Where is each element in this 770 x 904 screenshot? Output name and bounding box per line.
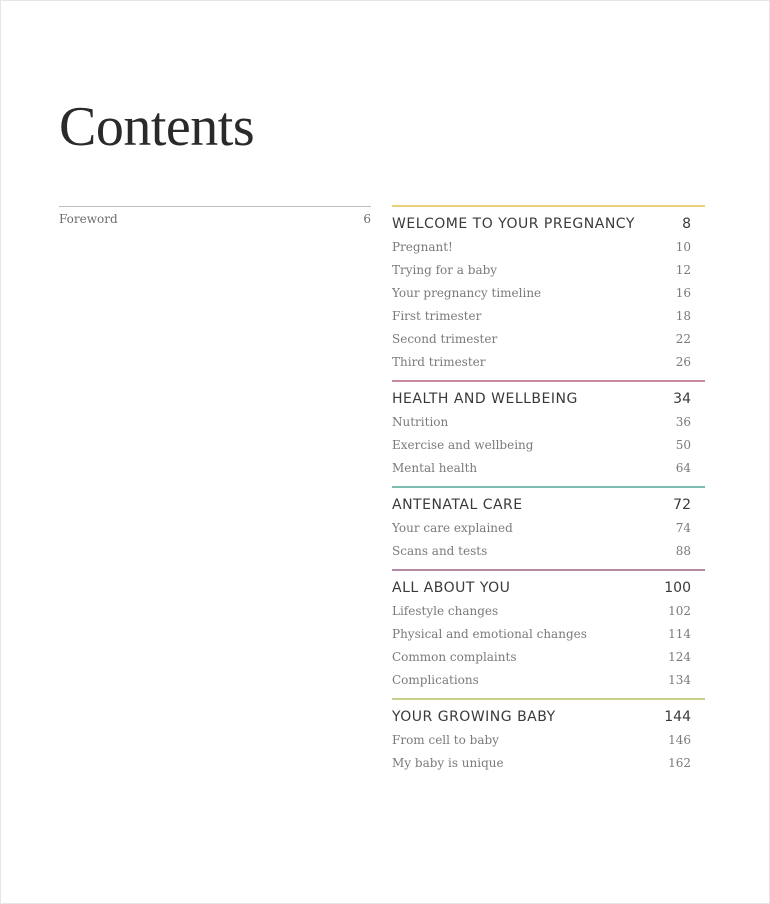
toc-section [392,486,705,563]
foreword-column [59,206,371,226]
toc-entry-page: 88 [675,544,691,558]
toc-entry-page: 124 [668,650,691,664]
toc-entry[interactable] [392,729,705,752]
foreword-page: 6 [363,212,371,226]
toc-entry[interactable] [392,411,705,434]
toc-entry-label: First trimester [392,309,482,323]
toc-entry-page: 36 [675,415,691,429]
toc-entry-label: Second trimester [392,332,498,346]
toc-entry[interactable] [392,669,705,692]
section-heading-label: ANTENATAL CARE [392,497,523,513]
toc-entry-label: Common complaints [392,650,517,664]
toc-entry-label: Physical and emotional changes [392,627,587,641]
toc-entry-label: Exercise and wellbeing [392,438,534,452]
toc-entry-page: 18 [675,309,691,323]
toc-entry[interactable] [392,752,705,775]
toc-entry[interactable] [392,517,705,540]
toc-entry-page: 114 [668,627,691,641]
toc-entry[interactable] [392,623,705,646]
section-heading[interactable] [392,212,705,236]
toc-entry[interactable] [392,282,705,305]
foreword-label: Foreword [59,212,118,226]
toc-entry-page: 162 [668,756,691,770]
toc-section [392,380,705,480]
toc-entry[interactable] [392,646,705,669]
section-heading-page: 144 [664,709,691,725]
section-heading[interactable] [392,493,705,517]
toc-entry-page: 74 [675,521,691,535]
section-heading-label: HEALTH AND WELLBEING [392,391,578,407]
toc-entry[interactable] [392,236,705,259]
toc-entry-label: Pregnant! [392,240,453,254]
section-heading-page: 72 [673,497,691,513]
toc-entry-label: Third trimester [392,355,486,369]
toc-entry-page: 102 [668,604,691,618]
toc-section [392,698,705,775]
toc-entry-label: Scans and tests [392,544,488,558]
toc-entry[interactable] [392,328,705,351]
toc-entry-page: 146 [668,733,691,747]
toc-entry-page: 26 [675,355,691,369]
section-heading-page: 34 [673,391,691,407]
section-heading-label: ALL ABOUT YOU [392,580,511,596]
toc-entry-label: From cell to baby [392,733,499,747]
foreword-entry[interactable] [59,207,371,226]
toc-entry-label: Trying for a baby [392,263,498,277]
toc-section [392,569,705,692]
page-title: Contents [59,96,255,158]
section-heading[interactable] [392,705,705,729]
table-of-contents [392,205,705,781]
toc-entry-label: Your care explained [392,521,513,535]
section-heading-label: YOUR GROWING BABY [392,709,556,725]
toc-entry[interactable] [392,259,705,282]
toc-entry-page: 12 [675,263,691,277]
toc-entry-label: Lifestyle changes [392,604,499,618]
toc-entry[interactable] [392,351,705,374]
toc-entry[interactable] [392,457,705,480]
section-heading-page: 100 [664,580,691,596]
toc-entry-page: 50 [675,438,691,452]
section-heading-page: 8 [682,216,691,232]
toc-section [392,205,705,374]
toc-entry-page: 16 [675,286,691,300]
toc-entry-label: Your pregnancy timeline [392,286,542,300]
section-heading[interactable] [392,576,705,600]
toc-entry-label: My baby is unique [392,756,504,770]
toc-entry[interactable] [392,540,705,563]
toc-entry-label: Mental health [392,461,478,475]
toc-entry[interactable] [392,434,705,457]
toc-entry-page: 134 [668,673,691,687]
toc-entry-page: 10 [675,240,691,254]
toc-entry[interactable] [392,305,705,328]
toc-entry[interactable] [392,600,705,623]
toc-entry-label: Nutrition [392,415,449,429]
section-heading[interactable] [392,387,705,411]
section-heading-label: WELCOME TO YOUR PREGNANCY [392,216,635,232]
toc-entry-page: 22 [675,332,691,346]
toc-entry-page: 64 [675,461,691,475]
toc-entry-label: Complications [392,673,479,687]
